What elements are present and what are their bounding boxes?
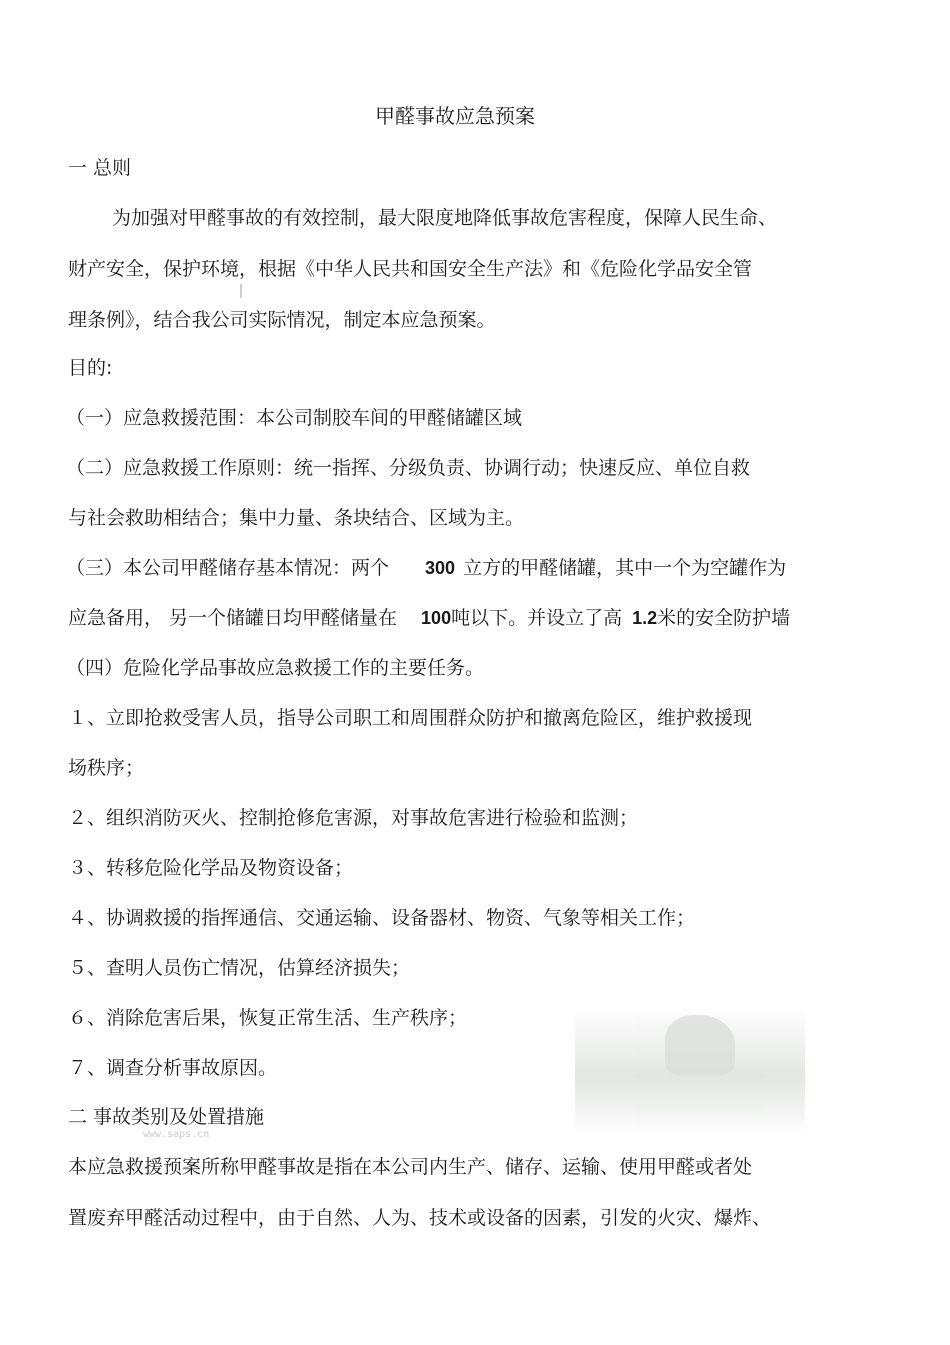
item3-text-a: （三）本公司甲醛储存基本情况：两个 [66, 557, 390, 579]
section-heading-general: 一 总则 [68, 157, 132, 179]
purpose-label: 目的: [68, 357, 113, 379]
daily-storage-value: 100 [421, 608, 452, 628]
item3-text-c: 应急备用， 另一个储罐日均甲醛储量在 [68, 607, 398, 629]
wall-height-value: 1.2 [632, 608, 658, 628]
task-item-1: １、立即抢救受害人员，指导公司职工和周围群众防护和撤离危险区，维护救援现 [68, 707, 753, 729]
item3-text-d: 吨以下。并设立了高 [451, 607, 623, 629]
purpose-item-3 [66, 555, 786, 581]
tank-volume-value: 300 [425, 558, 456, 578]
watermark-image [575, 1005, 805, 1135]
document-title: 甲醛事故应急预案 [375, 104, 535, 128]
purpose-item-1: （一）应急救援范围：本公司制胶车间的甲醛储罐区域 [66, 407, 523, 429]
task-item-6: ６、消除危害后果，恢复正常生活、生产秩序； [68, 1007, 468, 1029]
task-item-2: ２、组织消防灭火、控制抢修危害源，对事故危害进行检验和监测； [68, 807, 639, 829]
purpose-item-2: （二）应急救援工作原则：统一指挥、分级负责、协调行动；快速反应、单位自救 [66, 457, 751, 479]
task-item-1-cont: 场秩序； [68, 757, 145, 779]
scope-paragraph-line: 置废弃甲醛活动过程中，由于自然、人为、技术或设备的因素，引发的火灾、爆炸、 [68, 1207, 772, 1229]
intro-paragraph-line: 财产安全，保护环境，根据《中华人民共和国安全生产法》和《危险化学品安全管 [68, 258, 753, 280]
task-item-4: ４、协调救援的指挥通信、交通运输、设备器材、物资、气象等相关工作； [68, 907, 696, 929]
intro-paragraph-line: 理条例》，结合我公司实际情况，制定本应急预案。 [68, 309, 496, 331]
task-item-5: ５、查明人员伤亡情况，估算经济损失； [68, 957, 411, 979]
scan-mark [240, 284, 242, 298]
intro-paragraph-line: 为加强对甲醛事故的有效控制，最大限度地降低事故危害程度，保障人民生命、 [112, 207, 778, 229]
purpose-item-4: （四）危险化学品事故应急救援工作的主要任务。 [66, 657, 485, 679]
item3-text-e: 米的安全防护墙 [657, 607, 791, 629]
watermark-text: www.saps.cn [143, 1129, 210, 1140]
watermark-mountain [665, 1015, 735, 1075]
purpose-item-3-cont [68, 605, 790, 631]
task-item-3: ３、转移危险化学品及物资设备； [68, 857, 354, 879]
task-item-7: ７、调查分析事故原因。 [68, 1057, 278, 1079]
item3-text-b: 立方的甲醛储罐，其中一个为空罐作为 [463, 557, 787, 579]
scope-paragraph-line: 本应急救援预案所称甲醛事故是指在本公司内生产、储存、运输、使用甲醛或者处 [68, 1156, 753, 1178]
purpose-item-2-cont: 与社会救助相结合；集中力量、条块结合、区域为主。 [68, 507, 525, 529]
section-heading-accident-types: 二 事故类别及处置措施 [68, 1106, 265, 1128]
